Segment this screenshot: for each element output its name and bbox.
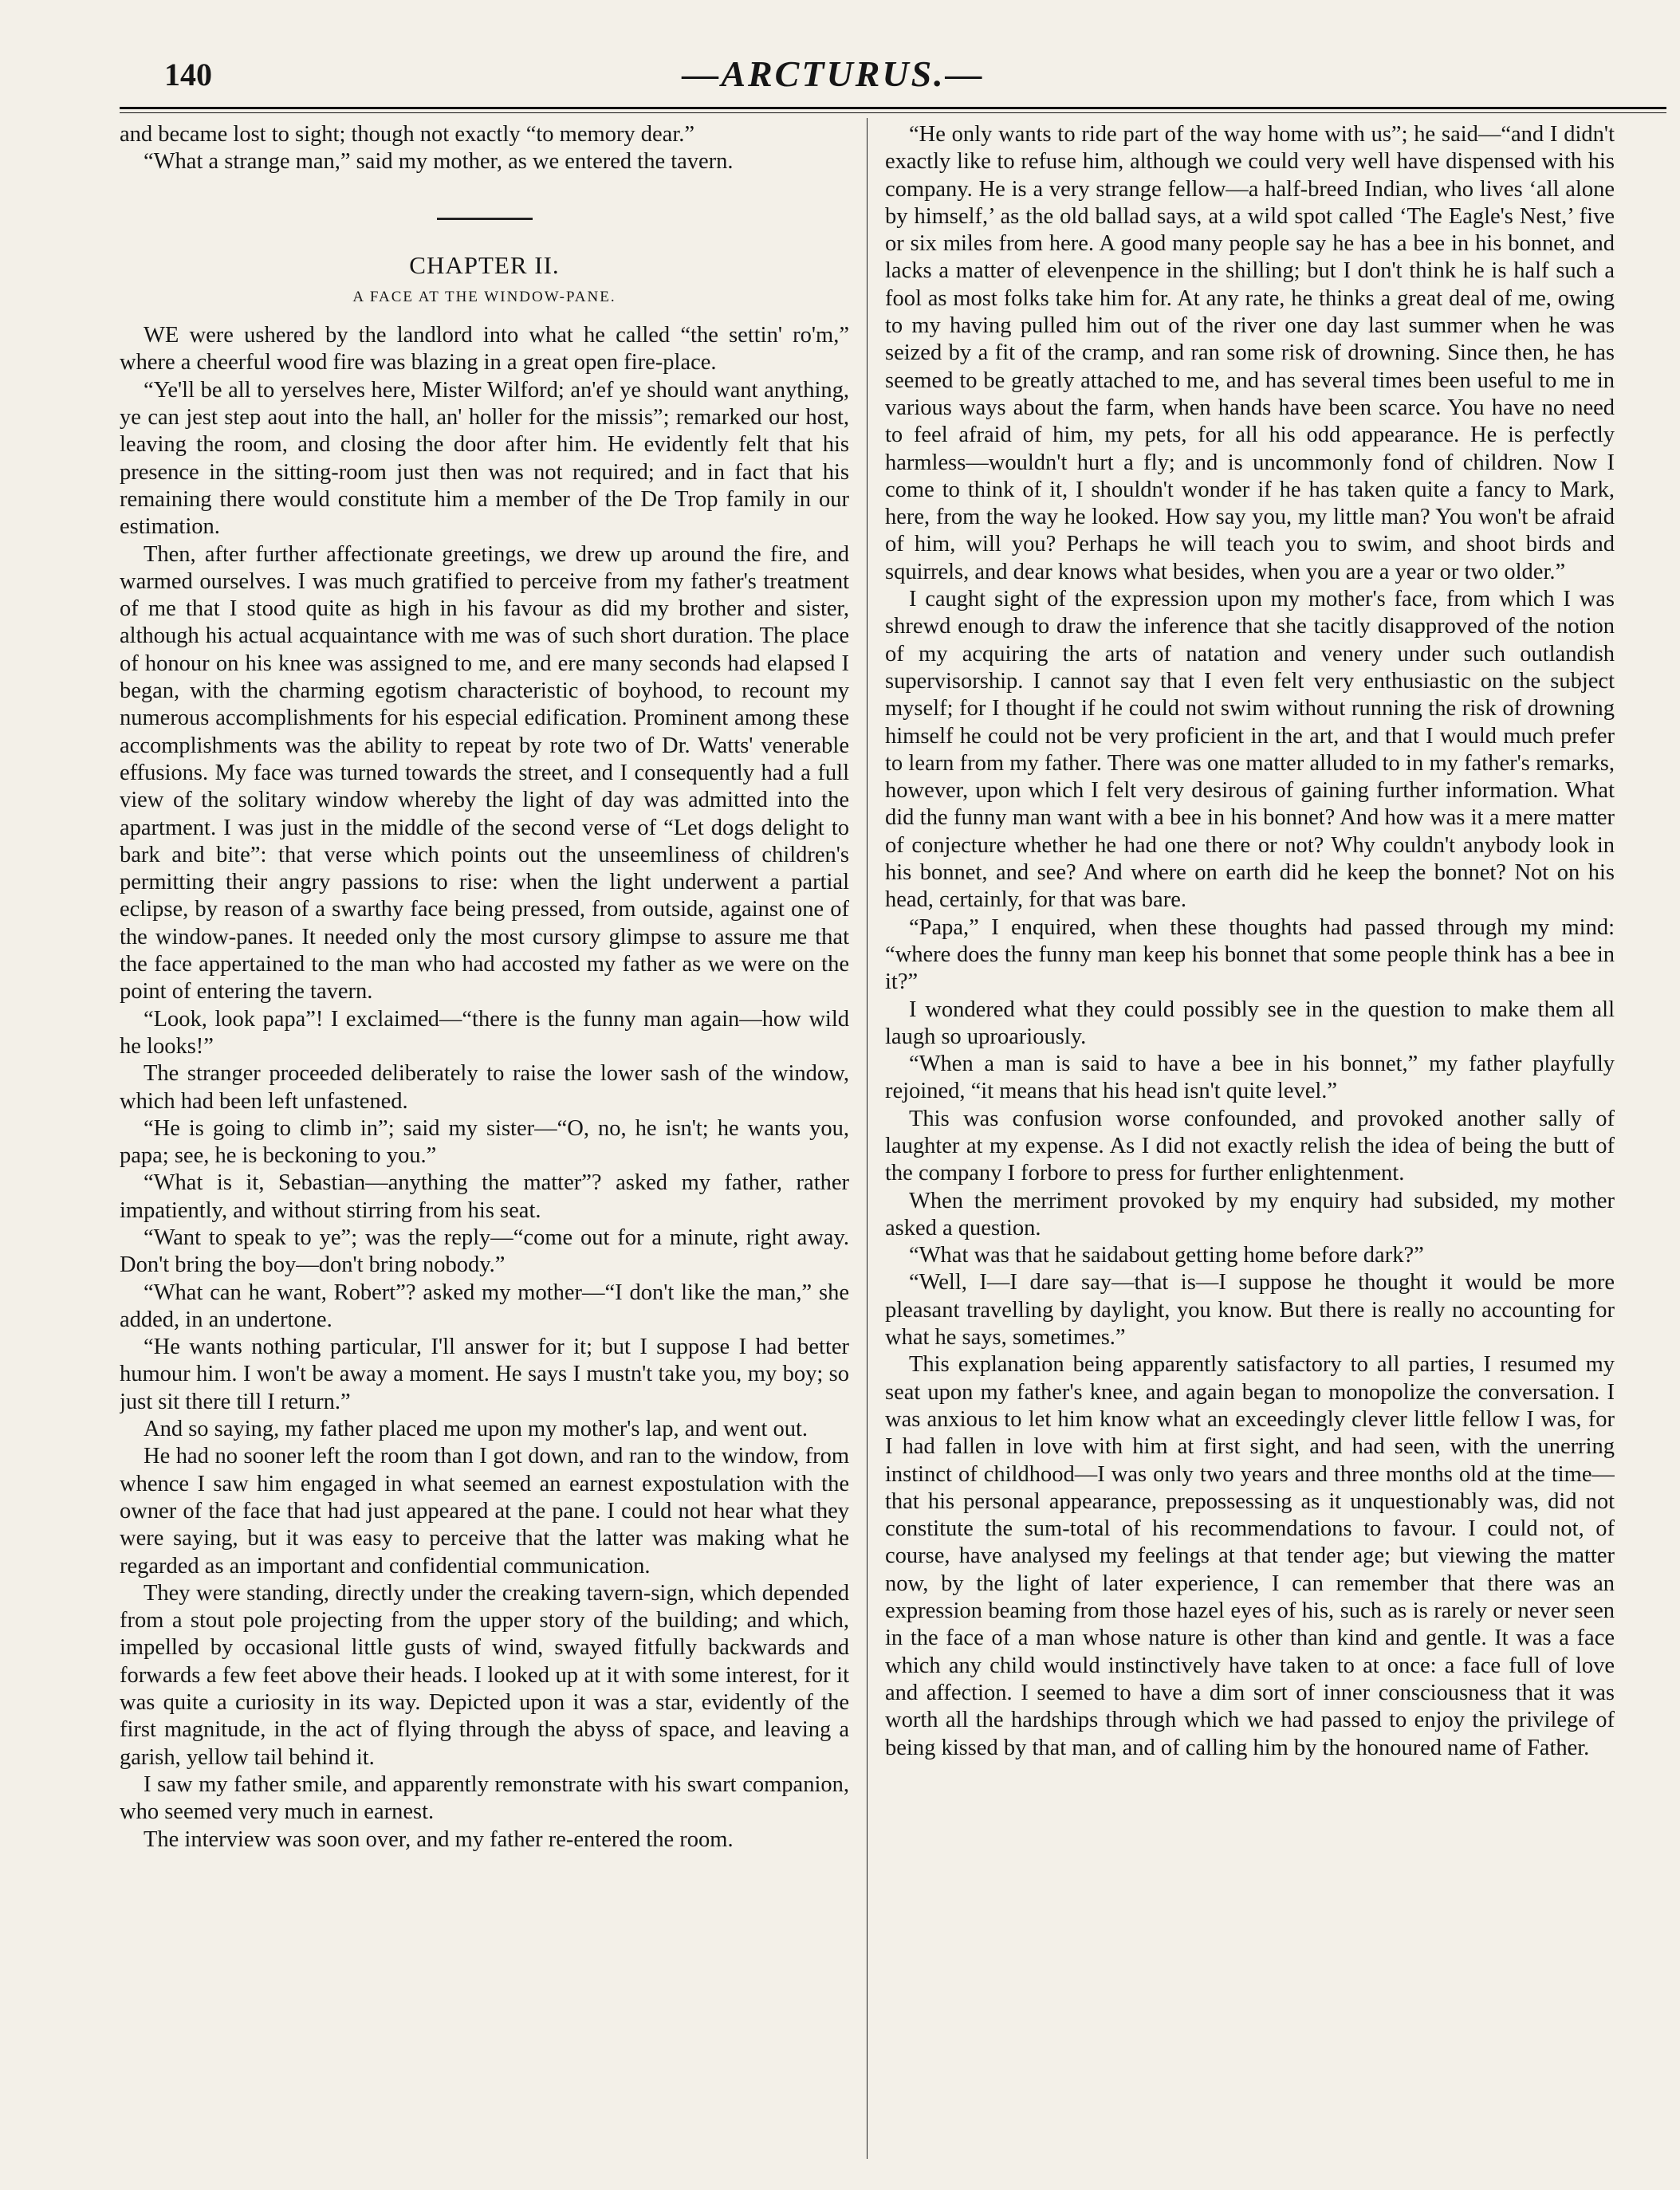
paragraph: They were standing, directly under the creaking tavern-sign, which depended from a stout pole projecting from the upper story of the building; and which, impelled by occasional little gusts of wind, swayed fitfully backwards and forwards a few feet above their heads. I looked up at it with some interest, for it was quite a curiosity in its way. Depicted upon it was a star, evidently of the first magnitude, in the act of flying through the abyss of space, and leaving a garish, yellow tail behind it.: [120, 1580, 849, 1770]
chapter-subtitle: A FACE AT THE WINDOW-PANE.: [352, 288, 616, 305]
paragraph: “What is it, Sebastian—anything the matter”? asked my father, rather impatiently, and without stirring from his seat.: [120, 1170, 849, 1223]
paragraph: “Look, look papa”! I exclaimed—“there is the funny man again—how wild he looks!”: [120, 1006, 849, 1059]
left-column: [120, 121, 849, 2162]
header-rule-thin: [120, 112, 1666, 113]
paragraph: Then, after further affectionate greetings, we drew up around the fire, and warmed ourselves. I was much gratified to perceive from my father's treatment of me that I stood quite as high in his favour as did my brother and sister, although his actual acquaintance with me was of such short duration. The place of honour on his knee was assigned to me, and ere many seconds had elapsed I began, with the charming egotism characteristic of boyhood, to recount my numerous accomplishments for his especial edification. Prominent among these accomplishments was the ability to repeat by rote two of Dr. Watts' venerable effusions. My face was turned towards the street, and I consequently had a full view of the solitary window whereby the light of day was admitted into the apartment. I was just in the middle of the second verse of “Let dogs delight to bark and bite”: that verse which points out the unseemliness of children's permitting their angry passions to rise: when the light underwent a partial eclipse, by reason of a swarthy face being pressed, from outside, against one of the window-panes. It needed only the most cursory glimpse to assure me that the face appertained to the man who had accosted my father as we were on the point of entering the tavern.: [120, 541, 849, 1005]
paragraph: He had no sooner left the room than I got down, and ran to the window, from whence I saw him engaged in what seemed an earnest expostulation with the owner of the face that had just appeared at the pane. I could not hear what they were saying, but it was easy to perceive that the latter was making what he regarded as an important and confidential communication.: [120, 1444, 849, 1579]
paragraph: And so saying, my father placed me upon my mother's lap, and went out.: [144, 1417, 809, 1442]
chapter-title: CHAPTER II.: [409, 250, 560, 279]
paragraph: This explanation being apparently satisfactory to all parties, I resumed my seat upon my father's knee, and again began to monopolize the conversation. I was anxious to let him know what an exceedingly clever little fellow I was, for I had fallen in love with him at first sight, and had seen, with the unerring instinct of childhood—I was only two years and three months old at the time—that his personal appearance, prepossessing as it unquestionably was, did not constitute the sum-total of his recommendations to favour. I could not, of course, have analysed my feelings at that tender age; but viewing the matter now, by the light of later experience, I can remember that there was an expression beaming from those hazel eyes of his, such as is rarely or never seen in the face of a man whose nature is other than kind and gentle. It was a face which any child would instinctively have taken to at once: a face full of love and affection. I seemed to have a dim sort of inner consciousness that it was worth all the hardships through which we had passed to enjoy the privilege of being kissed by that man, and of calling him by the honoured name of Father.: [885, 1352, 1615, 1760]
paragraph: “Well, I—I dare say—that is—I suppose he thought it would be more pleasant travelling by daylight, you know. But there is really no accounting for what he says, sometimes.”: [885, 1270, 1615, 1351]
right-column: [885, 121, 1615, 2162]
paragraph: The interview was soon over, and my father re-entered the room.: [144, 1826, 734, 1852]
paragraph: This was confusion worse confounded, and provoked another sally of laughter at my expense. As I did not exactly relish the idea of being the butt of the company I forbore to press for further enlightenment.: [885, 1106, 1615, 1186]
paragraph: “He wants nothing particular, I'll answer for it; but I suppose I had better humour him. I won't be away a moment. He says I mustn't take you, my boy; so just sit there till I return.”: [120, 1335, 849, 1414]
page-number: 140: [164, 57, 212, 92]
paragraph: “He is going to climb in”; said my sister—“O, no, he isn't; he wants you, papa; see, he is beckoning to you.”: [120, 1115, 849, 1169]
paragraph: “What was that he saidabout getting home before dark?”: [909, 1243, 1424, 1268]
paragraph: I caught sight of the expression upon my mother's face, from which I was shrewd enough to draw the inference that she tacitly disapproved of the notion of my acquiring the arts of natation and venery under such outlandish supervisorship. I cannot say that I even felt very enthusiastic on the subject myself; for I thought if he could not swim without running the risk of drowning himself he could not be very proficient in the art, and that I would much prefer to learn from my father. There was one matter alluded to in my father's remarks, however, upon which I felt very desirous of gaining further information. What did the funny man want with a bee in his bonnet? And how was it a mere matter of conjecture whether he had one there or not? Why couldn't anybody look in his bonnet, and see? And where on earth did he keep the bonnet? Not on his head, certainly, for that was bare.: [885, 587, 1615, 913]
paragraph: “When a man is said to have a bee in his bonnet,” my father playfully rejoined, “it means that his head isn't quite level.”: [885, 1052, 1615, 1104]
paragraph: “He only wants to ride part of the way home with us”; he said—“and I didn't exactly like to refuse him, although we could very well have dispensed with his company. He is a very strange fellow—a half-breed Indian, who lives ‘all alone by himself,’ as the old ballad says, at a wild spot called ‘The Eagle's Nest,’ five or six miles from here. A good many people say he has a bee in his bonnet, and lacks a matter of elevenpence in the shilling; but I don't think he is half such a fool as most folks take him for. At any rate, he thinks a great deal of me, owing to my having pulled him out of the river one day last summer when he was seized by a fit of the cramp, and ran some risk of drowning. Since then, he has seemed to be greatly attached to me, and has several times been useful to me in various ways about the farm, when hands have been scarce. You have no need to feel afraid of him, my pets, for all his odd appearance. He is perfectly harmless—wouldn't hurt a fly; and is uncommonly fond of children. Now I come to think of it, I shouldn't wonder if he has taken quite a fancy to Mark, here, from the way he looked. How say you, my little man? You won't be afraid of him, will you? Perhaps he will teach you to swim, and shoot birds and squirrels, and dear knows what besides, when you are a year or two older.”: [885, 122, 1615, 584]
paragraph: WE were ushered by the landlord into what he called “the settin' ro'm,” where a cheerful wood fire was blazing in a great open fire-place.: [120, 323, 849, 375]
column-divider: [867, 118, 868, 2159]
paragraph: “Want to speak to ye”; was the reply—“come out for a minute, right away. Don't bring the boy—don't bring nobody.”: [120, 1225, 849, 1278]
paragraph: “Papa,” I enquired, when these thoughts had passed through my mind: “where does the funny man keep his bonnet that some people think has a bee in it?”: [885, 914, 1615, 995]
header-rule-thick: [120, 107, 1666, 109]
paragraph: “Ye'll be all to yerselves here, Mister Wilford; an'ef ye should want anything, ye can jest step aout into the hall, an' holler for the missis”; remarked our host, leaving the room, and closing the door after him. He evidently felt that his presence in the sitting-room just then was not required; and in fact that his remaining there would constitute him a member of the De Trop family in our estimation.: [120, 377, 849, 540]
page-header: [120, 48, 1547, 112]
paragraph: “What can he want, Robert”? asked my mother—“I don't like the man,” she added, in an undertone.: [120, 1280, 849, 1332]
running-title: —ARCTURUS.—: [682, 53, 985, 94]
paragraph: The stranger proceeded deliberately to raise the lower sash of the window, which had been left unfastened.: [120, 1061, 849, 1114]
paragraph: I saw my father smile, and apparently remonstrate with his swart companion, who seemed very much in earnest.: [120, 1771, 849, 1825]
paragraph: I wondered what they could possibly see in the question to make them all laugh so uproariously.: [885, 997, 1615, 1049]
paragraph: When the merriment provoked by my enquiry had subsided, my mother asked a question.: [885, 1188, 1615, 1240]
section-divider: [437, 218, 533, 220]
paragraph: and became lost to sight; though not exactly “to memory dear.”: [120, 122, 695, 147]
paragraph: “What a strange man,” said my mother, as we entered the tavern.: [144, 149, 734, 175]
